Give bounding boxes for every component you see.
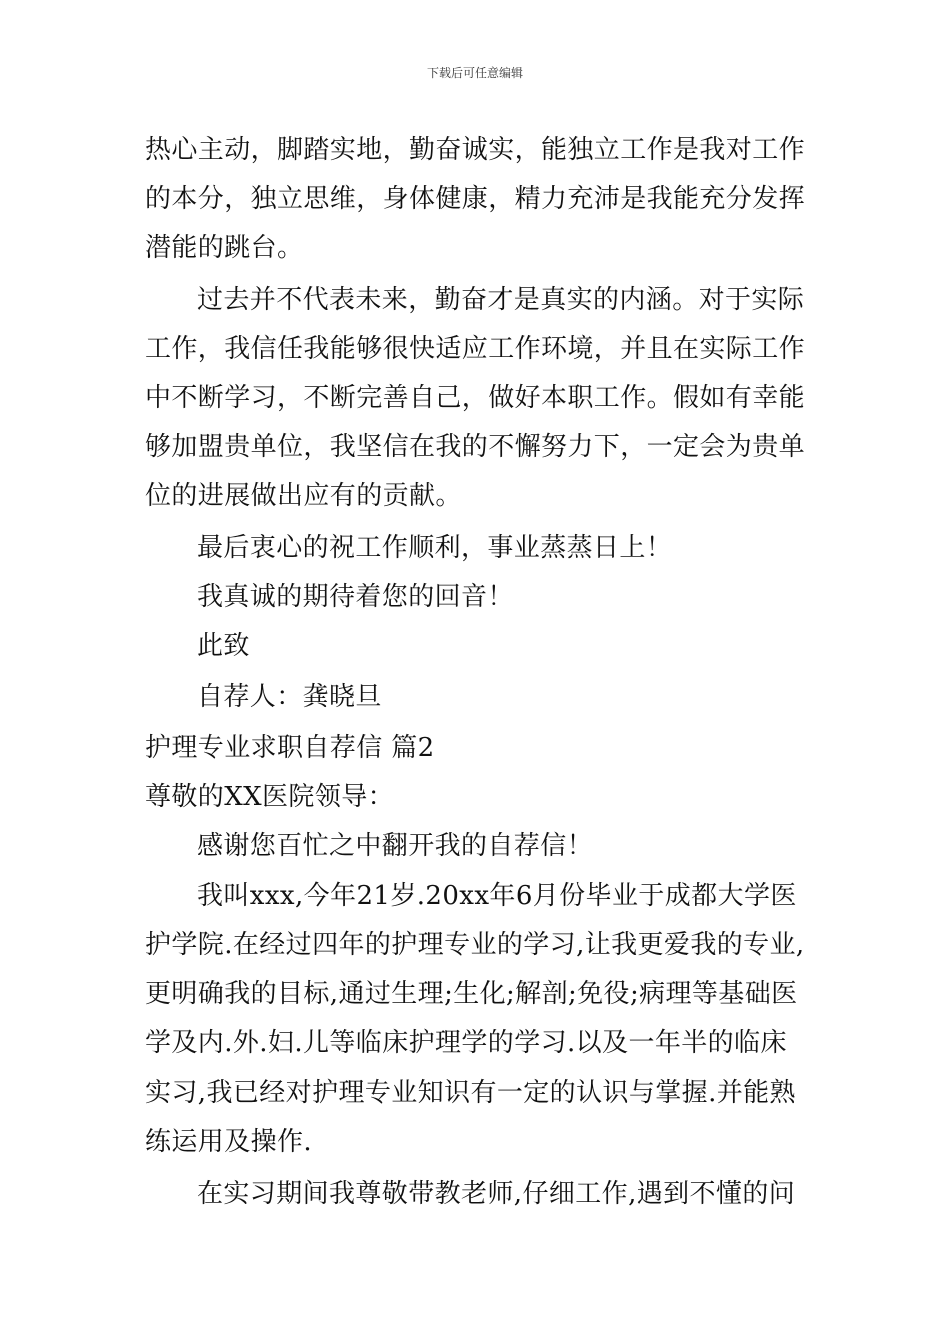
text-line: 工作，我信任我能够很快适应工作环境，并且在实际工作 [145,334,806,364]
text-line: 实习,我已经对护理专业知识有一定的认识与掌握.并能熟 [145,1078,796,1108]
text-line: 够加盟贵单位，我坚信在我的不懈努力下，一定会为贵单 [145,432,806,462]
salutation: 尊敬的XX医院领导： [145,782,395,812]
text-line: 我真诚的期待着您的回音！ [197,582,514,612]
text-line: 护学院.在经过四年的护理专业的学习,让我更爱我的专业, [145,930,805,960]
text-line: 在实习期间我尊敬带教老师,仔细工作,遇到不懂的问 [197,1179,796,1209]
text-line: 过去并不代表未来，勤奋才是真实的内涵。对于实际 [197,285,805,315]
text-line: 我叫xxx,今年21岁.20xx年6月份毕业于成都大学医 [197,881,797,911]
text-line: 位的进展做出应有的贡献。 [145,481,462,511]
text-line: 最后衷心的祝工作顺利，事业蒸蒸日上！ [197,533,673,563]
text-line: 热心主动，脚踏实地，勤奋诚实，能独立工作是我对工作 [145,135,806,165]
page-header-note: 下载后可任意编辑 [426,66,523,80]
text-line: 练运用及操作. [145,1127,313,1157]
text-line: 自荐人：龚晓旦 [197,682,382,712]
text-line: 中不断学习，不断完善自己，做好本职工作。假如有幸能 [145,383,806,413]
text-line: 更明确我的目标,通过生理;生化;解剖;免役;病理等基础医 [145,979,798,1009]
text-line: 潜能的跳台。 [145,233,304,263]
text-line: 的本分，独立思维，身体健康，精力充沛是我能充分发挥 [145,184,806,214]
text-line: 学及内.外.妇.儿等临床护理学的学习.以及一年半的临床 [145,1028,787,1058]
text-line: 感谢您百忙之中翻开我的自荐信！ [197,831,594,861]
section-title: 护理专业求职自荐信 篇2 [145,733,435,763]
text-line: 此致 [197,631,250,661]
